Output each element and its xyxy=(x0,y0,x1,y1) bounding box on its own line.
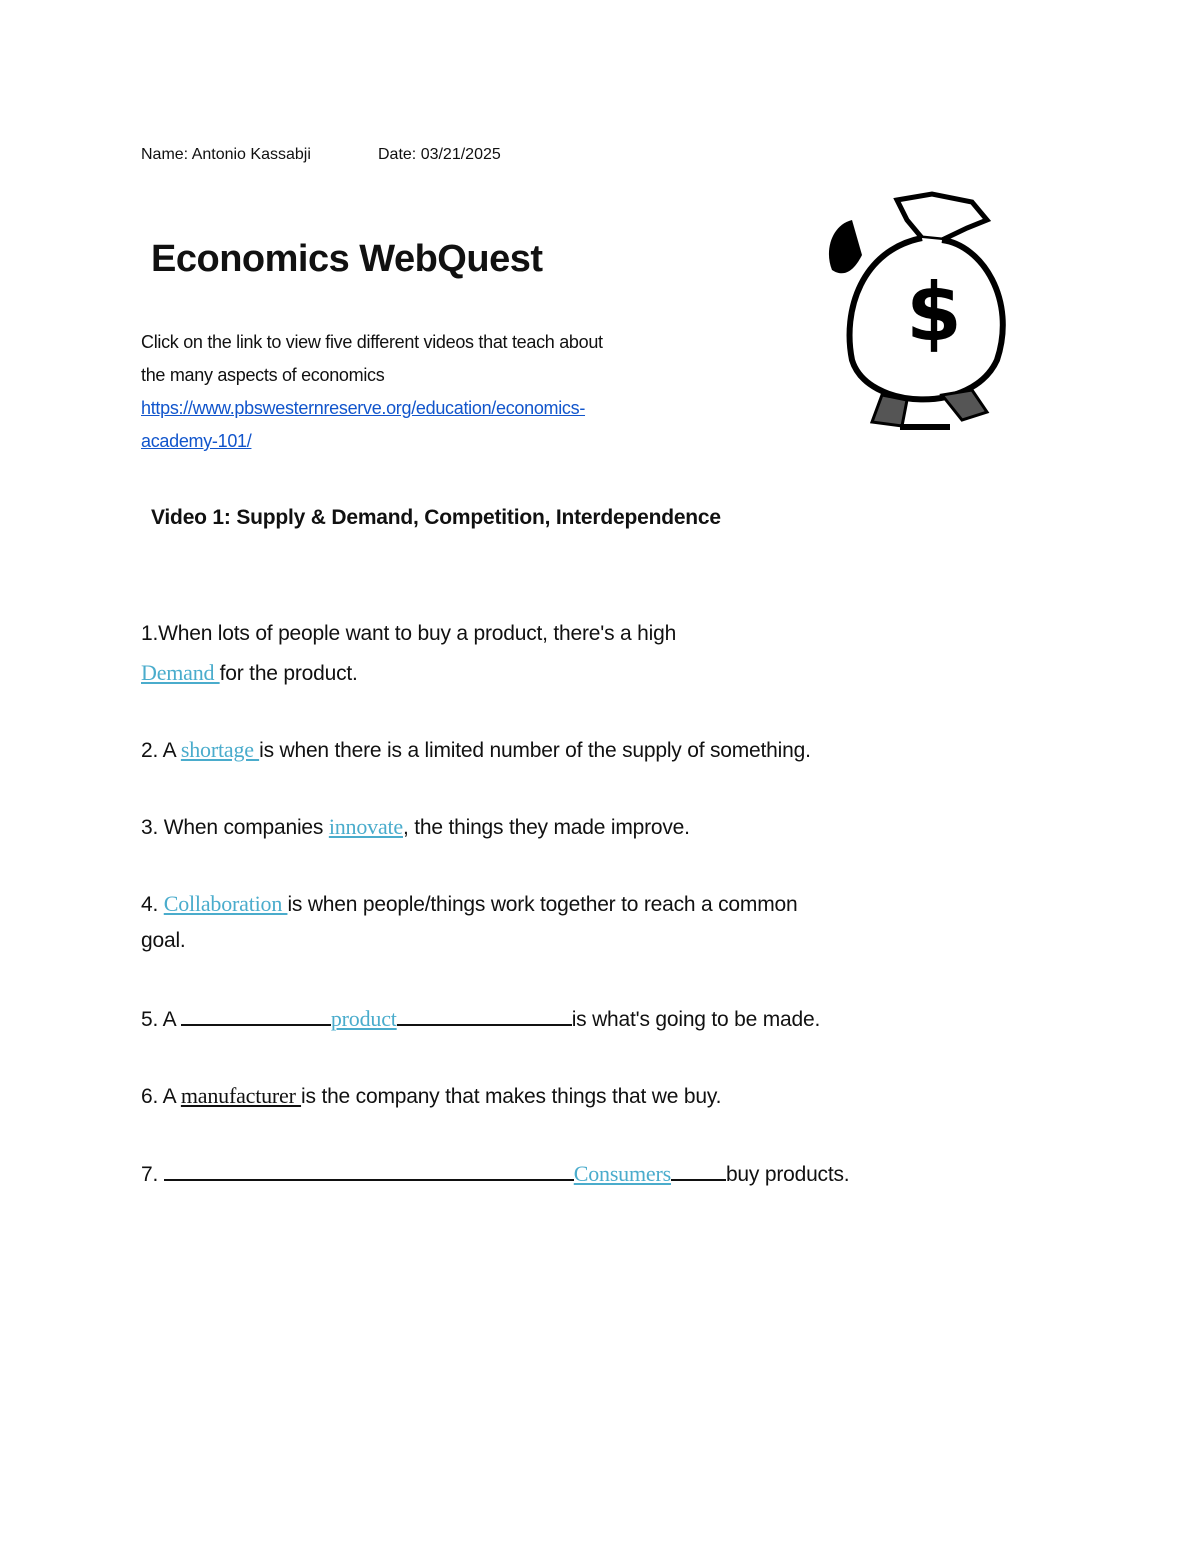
answer-collaboration[interactable]: Collaboration xyxy=(163,891,288,916)
question-text: buy products. xyxy=(725,1163,850,1186)
question-text: 4. xyxy=(141,893,164,916)
question-4 xyxy=(141,891,797,917)
svg-text:$: $ xyxy=(906,266,962,359)
question-text: is the company that makes things that we buy. xyxy=(301,1085,722,1108)
question-6 xyxy=(141,1083,721,1109)
question-text: 3. When companies xyxy=(141,816,329,839)
intro-line-2: the many aspects of economics xyxy=(141,365,385,385)
question-text: for the product. xyxy=(219,662,358,685)
answer-consumers[interactable]: Consumers xyxy=(573,1161,671,1186)
question-text: , the things they made improve. xyxy=(403,816,690,839)
intro-line-1: Click on the link to view five different videos that teach about xyxy=(141,332,603,352)
question-text: 2. A xyxy=(141,739,181,762)
name-label: Name: Antonio Kassabji xyxy=(141,146,311,163)
question-4-cont: goal. xyxy=(141,929,186,952)
blank-line xyxy=(397,1023,572,1026)
money-bag-illustration xyxy=(822,190,1012,432)
answer-manufacturer[interactable]: manufacturer xyxy=(180,1083,302,1108)
question-1-cont xyxy=(141,660,358,686)
question-text: 7. xyxy=(141,1163,164,1186)
webquest-link-cont[interactable]: academy-101/ xyxy=(141,431,252,451)
question-text: 5. A xyxy=(141,1008,181,1031)
question-text: is when there is a limited number of the supply of something. xyxy=(259,739,811,762)
video-heading: Video 1: Supply & Demand, Competition, Interdependence xyxy=(151,506,721,529)
question-text: 1.When lots of people want to buy a product, there's a high xyxy=(141,622,677,645)
question-3 xyxy=(141,814,690,840)
blank-line xyxy=(671,1178,726,1181)
blank-line xyxy=(181,1023,331,1026)
question-7 xyxy=(141,1161,849,1187)
webquest-link[interactable]: https://www.pbswesternreserve.org/education/economics- xyxy=(141,398,586,418)
blank-line xyxy=(164,1178,574,1181)
question-text: is when people/things work together to reach a common xyxy=(287,893,798,916)
answer-innovate[interactable]: innovate xyxy=(328,814,403,839)
question-2 xyxy=(141,737,811,763)
question-1 xyxy=(141,622,676,646)
answer-product[interactable]: product xyxy=(330,1006,397,1031)
page-title: Economics WebQuest xyxy=(151,238,543,280)
date-label: Date: 03/21/2025 xyxy=(378,146,501,163)
question-text: 6. A xyxy=(141,1085,181,1108)
question-5 xyxy=(141,1006,820,1032)
question-text: is what's going to be made. xyxy=(571,1008,821,1031)
answer-demand[interactable]: Demand xyxy=(141,660,220,685)
answer-shortage[interactable]: shortage xyxy=(180,737,260,762)
